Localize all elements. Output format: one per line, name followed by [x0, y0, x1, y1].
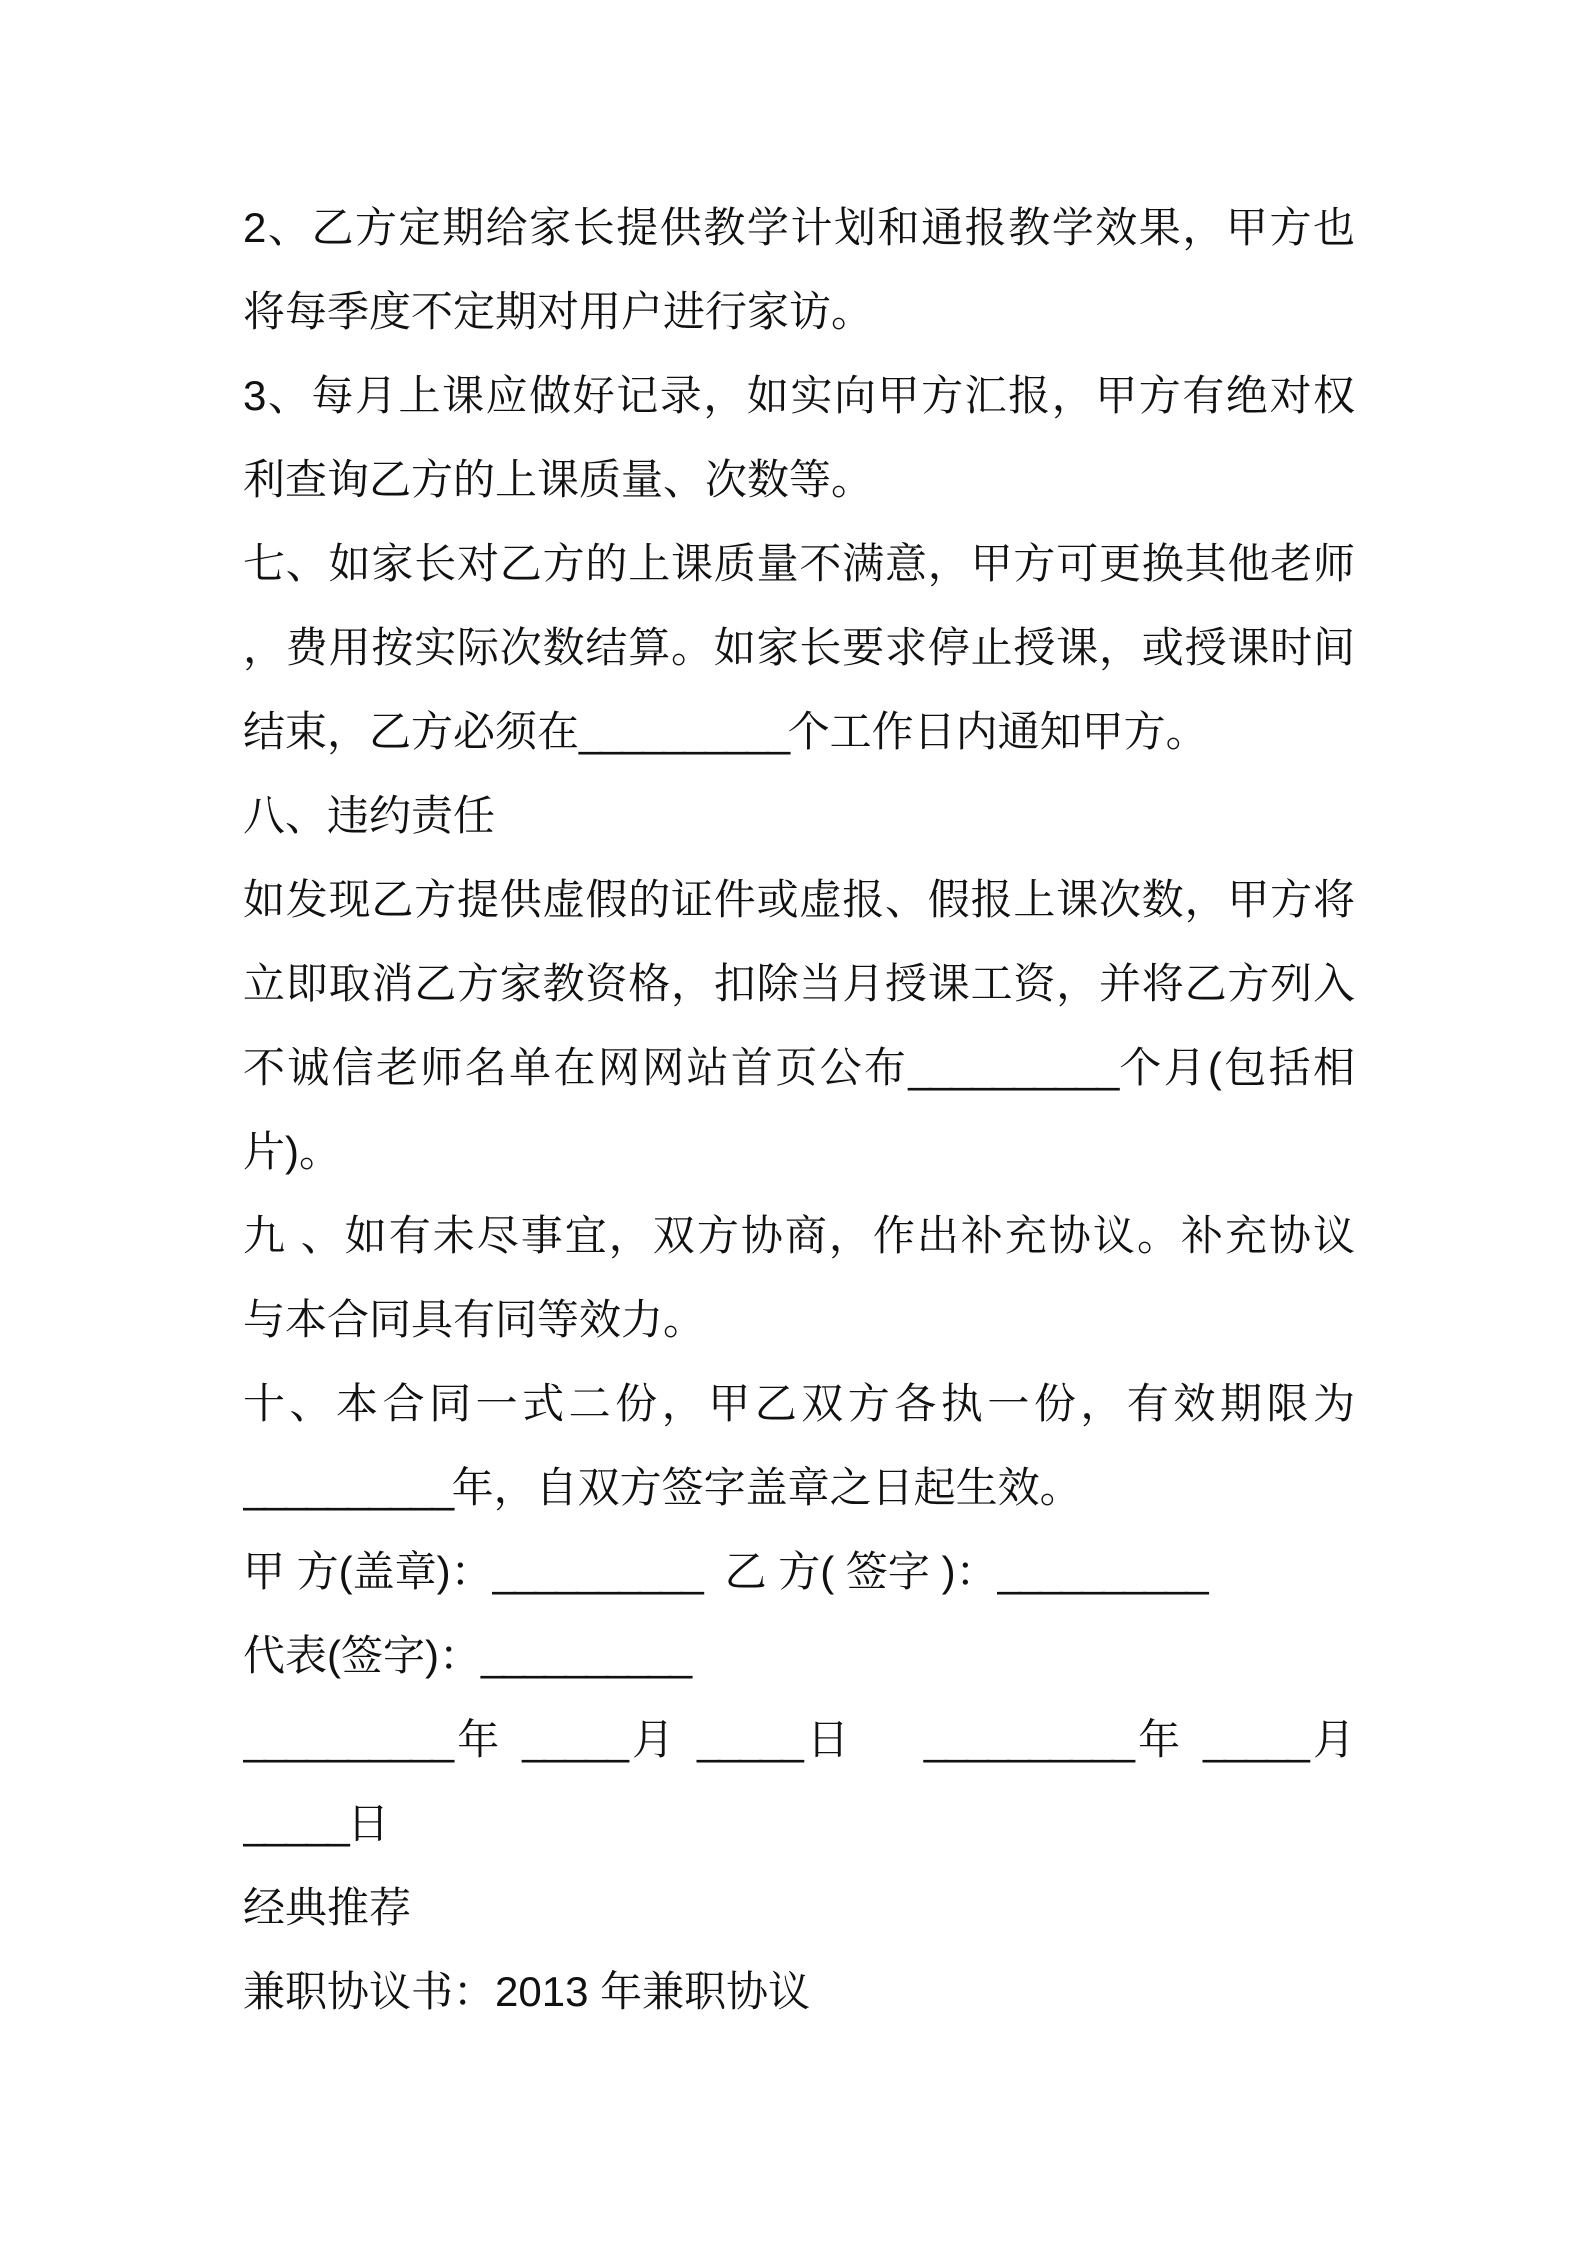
text-line: 将每季度不定期对用户进行家访。 — [243, 288, 874, 335]
text-line: 代表(签字)：__________ — [243, 1632, 690, 1679]
signature-parties — [243, 1530, 1355, 1614]
text-line: 十、本合同一式二份，甲乙双方各执一份，有效期限为 — [243, 1380, 1355, 1427]
contract-document — [243, 186, 1355, 2034]
section-8-heading — [243, 774, 1355, 858]
text-line: 2、乙方定期给家长提供教学计划和通报教学效果，甲方也 — [243, 204, 1355, 251]
text-line: 甲 方(盖章)：__________ 乙 方( 签字 )：__________ — [243, 1548, 1207, 1595]
text-line: ，费用按实际次数结算。如家长要求停止授课，或授课时间 — [243, 624, 1355, 671]
signature-representative — [243, 1614, 1355, 1698]
text-line: 3、每月上课应做好记录，如实向甲方汇报，甲方有绝对权 — [243, 372, 1355, 419]
text-line: _____日 — [243, 1800, 390, 1847]
clause-8-breach-text — [243, 858, 1355, 1194]
blank-field: __________ — [908, 1044, 1117, 1091]
blank-field: _____ — [522, 1716, 627, 1763]
blank-field: _____ — [697, 1716, 802, 1763]
text-line: 经典推荐 — [243, 1884, 412, 1931]
blank-field: __________ — [480, 1632, 690, 1679]
text-line: 利查询乙方的上课质量、次数等。 — [243, 456, 874, 503]
text-line: 不诚信老师名单在网网站首页公布__________个月(包括相 — [243, 1044, 1355, 1091]
blank-field: _____ — [1203, 1716, 1308, 1763]
blank-field: __________ — [492, 1548, 702, 1595]
clause-7-teacher-replacement — [243, 522, 1355, 774]
text-line: 七、如家长对乙方的上课质量不满意，甲方可更换其他老师 — [243, 540, 1355, 587]
text-line: 九 、如有未尽事宜，双方协商，作出补充协议。补充协议 — [243, 1212, 1355, 1259]
blank-field: __________ — [997, 1548, 1207, 1595]
text-line: 兼职协议书：2013 年兼职协议 — [243, 1968, 811, 2015]
text-line: 立即取消乙方家教资格，扣除当月授课工资，并将乙方列入 — [243, 960, 1355, 1007]
text-line: 与本合同具有同等效力。 — [243, 1296, 706, 1343]
text-line: __________年，自双方签字盖章之日起生效。 — [243, 1464, 1082, 1511]
clause-9-supplementary — [243, 1194, 1355, 1362]
text-line: 结束，乙方必须在__________个工作日内通知甲方。 — [243, 708, 1208, 755]
blank-field: __________ — [579, 708, 788, 755]
text-line: 八、违约责任 — [243, 792, 496, 839]
blank-field: __________ — [923, 1716, 1133, 1763]
clause-3-class-records — [243, 354, 1355, 522]
clause-2-teaching-plan — [243, 186, 1355, 354]
recommended-heading — [243, 1866, 1355, 1950]
blank-field: __________ — [243, 1716, 452, 1763]
text-line: 片)。 — [243, 1128, 341, 1175]
text-line: __________年 _____月 _____日 __________年 _____月 — [243, 1716, 1355, 1763]
text-line: 如发现乙方提供虚假的证件或虚报、假报上课次数，甲方将 — [243, 876, 1355, 923]
blank-field: _____ — [243, 1800, 348, 1847]
clause-10-copies-validity — [243, 1362, 1355, 1530]
recommended-item — [243, 1950, 1355, 2034]
signature-dates — [243, 1698, 1355, 1866]
blank-field: __________ — [243, 1464, 452, 1511]
